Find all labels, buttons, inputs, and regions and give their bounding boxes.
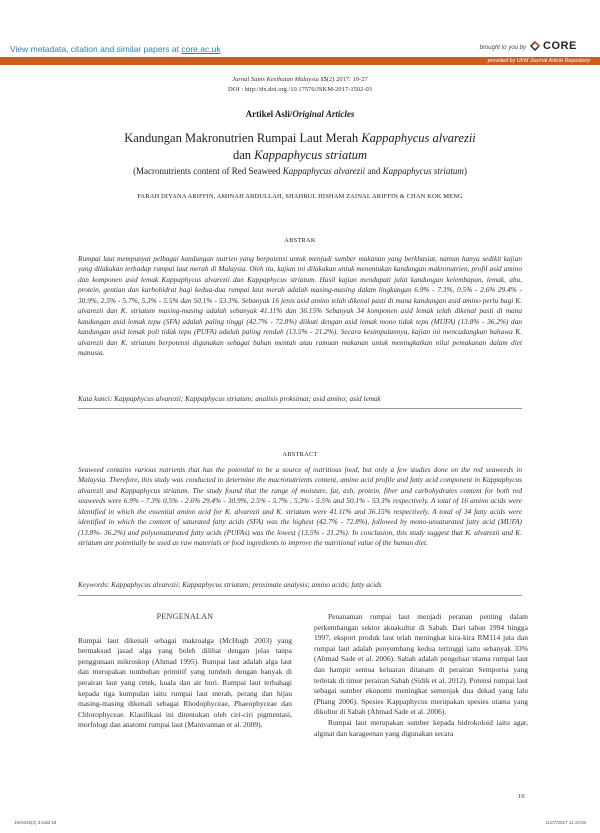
- abstrak-heading: ABSTRAK: [284, 237, 316, 244]
- paragraph: Penanaman rumpai laut menjadi peranan penting dalam perkembangan sektor akuakultur di Sabah. Dari tahun 1994 hingga 1997, eksport produk laut telah meningkat kira-kira RM114 juta dan rumpai laut adalah penyumbang kedua tertinggi iaitu sebanyak 33% (Ahmad Sade et al. 2006). Sabah adalah pengeluar utama rumpai laut dan hampir semua keluaran ditanam di perairan Semporna yang terletak di timur perairan Sabah (Sidik et al. 2012). Potensi rumpai laut sebagai sumber ekonomi meningkat semenjak dua dekad yang lalu (Phang 2006). Spesies Kappaphycus merupakan spesies utama yang dikultur di Sabah (Ahmad Sade et al. 2006).: [314, 612, 528, 717]
- subtitle-plain-2: and: [365, 166, 383, 176]
- title-malay-line1: [0, 131, 600, 146]
- title-malay-line2: [0, 148, 600, 163]
- keywords: Keywords: Kappaphycus alvarezii; Kappaphycus striatum; proximate analysis; amino acids; fatty acids: [78, 580, 382, 589]
- core-logo-text: CORE: [543, 40, 577, 52]
- journal-citation: [0, 76, 600, 83]
- provided-by-bar: [0, 57, 600, 65]
- journal-issue: (2) 2017: 19-27: [326, 76, 368, 83]
- journal-doi[interactable]: DOI : http://dx.doi.org./10.17576/JSKM-2017-1502-03: [228, 86, 372, 93]
- article-type-malay: Artikel Asli/: [245, 109, 293, 119]
- subtitle-plain-1: (Macronutrients content of Red Seaweed: [133, 166, 283, 176]
- divider: [78, 408, 522, 409]
- article-type: [0, 109, 600, 119]
- body-right-column: [314, 612, 528, 739]
- kata-kunci: Kata kunci: Kappaphycus alvarezii; Kappaphycus striatum; analisis proksimat; asid amino; asid lemak: [78, 394, 381, 403]
- core-link-site[interactable]: core.ac.uk: [181, 44, 221, 54]
- subtitle-plain-3: ): [463, 166, 467, 176]
- subtitle-italic-1: Kappaphycus alvarezii: [282, 166, 366, 176]
- print-footer-file: JSKM15(2) 3.indd 19: [14, 820, 57, 825]
- body-left-column: [78, 600, 292, 731]
- print-footer-date: 11/07/2017 11:10:06: [545, 820, 586, 825]
- subtitle-italic-2: Kappaphycus striatum: [382, 166, 464, 176]
- section-heading-pengenalan: PENGENALAN: [156, 612, 214, 621]
- abstract-heading: ABSTRACT: [282, 451, 318, 458]
- core-link-prefix[interactable]: View metadata, citation and similar papers at: [10, 44, 182, 54]
- author-list: FARAH DIYANA ARIFFIN, AMINAH ABDULLAH, SHAHRUL HISHAM ZAINAL ARIFFIN & CHAN KOK MENG: [137, 193, 463, 200]
- title-malay-line1-italic: Kappaphycus alvarezii: [361, 131, 476, 145]
- title-malay-line1-plain: Kandungan Makronutrien Rumpai Laut Merah: [124, 131, 362, 145]
- abstract-text: Seaweed contains various nutrients that has the potential to be a source of nutritious food, but only a few studies done on the red seaweeds in Malaysia. Therefore, this study was conducted to determine the macronutrients content, amino acid profile and fatty acid component in Kappaphycus alvarezii and Kappaphycus striatum. The study found that the range of moisture, fat, ash, protein, fiber and carbohydrates content for both red seaweeds were 6.9% - 7.3% 0.5% - 2.6% 29.4% - 30.9%, 2.5% - 5.7% , 5.3% - 5.5% and 50.1% - 53.3% respectively. A total of 16 amino acids were identified in which the essential amino acid for K. alvarezii and K. striatum were 41.11% and 36.15% respectively. A total of 34 fatty acids were identified in which the content of saturated fatty acids (SFA) was the highest (42.7% - 72.8%), followed by mono-unsaturated fatty acid (MUFA) (13.8%- 36.2%) and polyunsaturated fatty acids (PUFAs) was the lowest (13.5% - 21.2%). In conclusion, this study suggest that K. alvarezii and K. striatum are potentially be used as raw materials or food ingredients to improve the nutritional value of the human diet.: [78, 465, 522, 548]
- article-type-english: Original Articles: [292, 109, 355, 119]
- title-english: [0, 166, 600, 176]
- paragraph: Rumpai laut dikenali sebagai makroalga (McHugh 2003) yang bermaksud jasad alga yang boleh dilihat dengan jelas tanpa penggunaan mikroskop (Ahmad 1995). Rumpai laut adalah alga laut dan merupakan tumbuhan primitif yang tumbuh dengan banyak di perairan laut yang cetek, kuala dan air buri. Rumpai laut terbahagi kepada tiga kumpulan iaitu rumpai laut merah, perang dan hijau masing-masing dikenali sebagai Rhodophyceae, Phaeophyceae dan Chlorophyceae. Klasifikasi ini ditentukan oleh ciri-ciri pigmentasi, morfologi dan anatomi rumpai laut (Manivannan et al. 2009).: [78, 635, 292, 730]
- title-malay-line2-plain: dan: [232, 148, 255, 162]
- core-logo[interactable]: [530, 40, 590, 54]
- divider: [78, 595, 522, 596]
- abstrak-text: Rumpai laut mempunyai pelbagai kandungan nutrien yang berpotensi untuk menjadi sumber makanan yang berkhasiat, namun hanya sedikit kajian yang dilakukan terhadap rumpai laut merah di Malaysia. Oleh itu, kajian ini dilakukan untuk menentukan kandungan makronutrien, profil asid amino dan komponen asid lemak Kappaphycus alvarezii dan Kappaphycus striatum. Hasil kajian mendapati julat kandungan kelembapan, lemak, abu, protein, gentian dan karbohidrat bagi kedua-dua rumpai laut merah adalah masing-masing dalam lingkungan 6.9% - 7.3%, 0.5% - 2.6% 29.4% - 30.9%, 2.5% - 5.7%, 5.3% - 5.5% dan 50.1% - 53.3%. Sebanyak 16 jenis asid amino telah dikenal pasti di mana kandungan asid amino perlu bagi K. alvarezii dan K. striatum masing-masing adalah sebanyak 41.11% dan 36.15% Sebanyak 34 komponen asid lemak telah dikenal pasti di mana kandungan asid lemak tepu (SFA) adalah paling tinggi (42.7% - 72.8%) diikuti dengan asid lemak mono tidak tepu (MUFA) (13.8% - 36.2%) dan kandungan asid lemak poli tidak tepu (PUFA) adalah paling rendah (13.5% - 21.2%). Secara kesimpulannya, kajian ini mencadangkan bahawa K. alvarezii dan K. striatum berpotensi digunakan sebagai bahan mentah atau ramuan makanan untuk meningkatkan nilai pemakanan dalam diet manusia.: [78, 254, 522, 358]
- core-logo-icon: [530, 41, 540, 51]
- page-number: 19: [518, 793, 525, 800]
- journal-volume: 15: [320, 76, 327, 83]
- core-metadata-link[interactable]: [10, 44, 221, 54]
- title-malay-line2-italic: Kappaphycus striatum: [254, 148, 368, 162]
- core-banner: [0, 0, 600, 62]
- paragraph: Rumpai laut merupakan sumber kepada hidrokoloid iaitu agar, alginat dan karageenan yang digunakan secara: [314, 717, 528, 738]
- brought-by-label: brought to you by: [479, 45, 526, 51]
- provided-by-text[interactable]: provided by UKM Journal Article Repository: [487, 57, 590, 64]
- journal-name: Jurnal Sains Kesihatan Malaysia: [232, 76, 319, 83]
